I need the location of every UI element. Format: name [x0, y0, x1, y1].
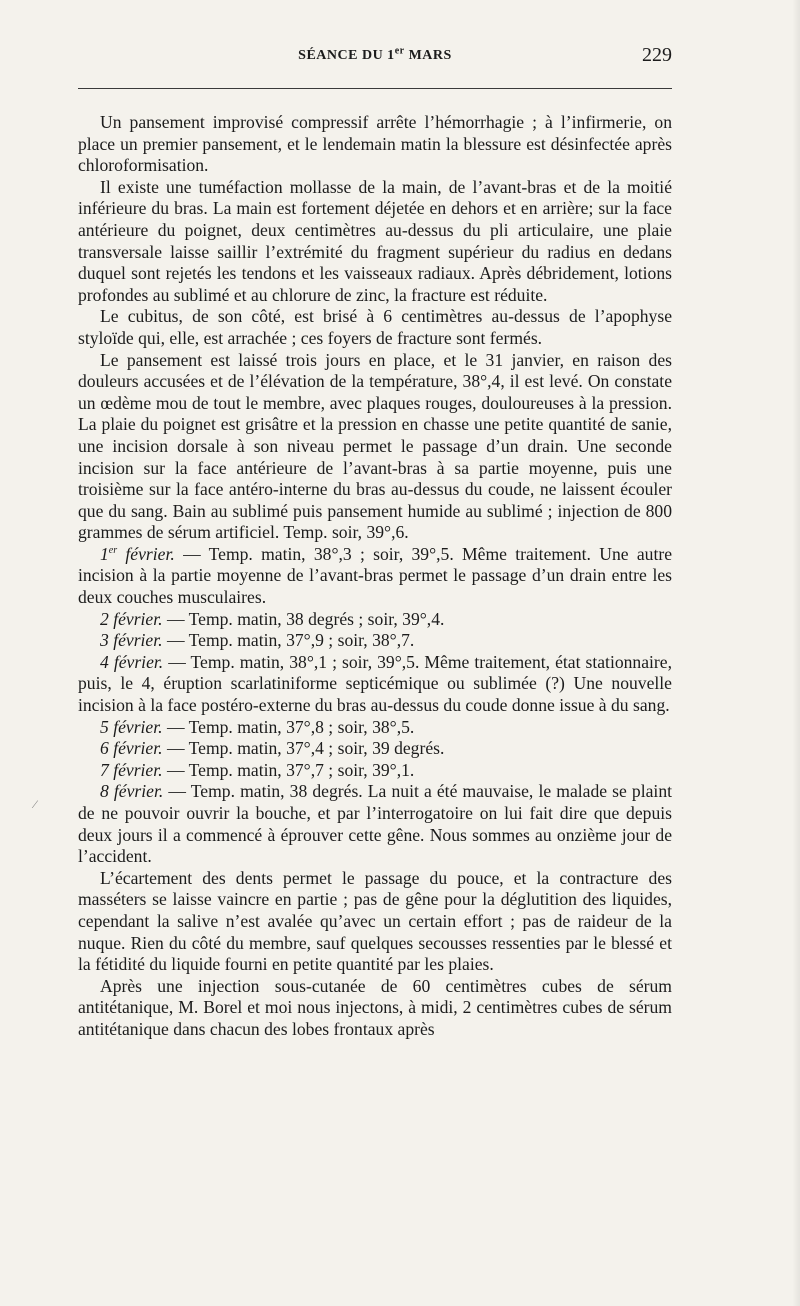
entry-date: 2 février.: [100, 608, 163, 629]
body-text: [78, 112, 672, 1041]
entry-date: [100, 544, 175, 564]
paragraph-text: — Temp. matin, 38 degrés. La nuit a été mauvaise, le malade se plaint de ne pouvoir ouvrir la bouche, et par l’interrogatoire on lui fait dire que depuis deux jours il a commencé à éprouver cette gêne. Nous sommes au onzième jour de l’accident.: [78, 781, 673, 867]
paragraph-text: — Temp. matin, 37°,8 ; soir, 38°,5.: [162, 716, 415, 737]
paragraph: [78, 112, 672, 177]
entry-date: 6 février.: [100, 738, 163, 759]
paragraph-text: — Temp. matin, 37°,7 ; soir, 39°,1.: [162, 759, 415, 780]
paragraph: [78, 868, 672, 976]
paragraph-text: — Temp. matin, 38 degrés ; soir, 39°,4.: [162, 608, 445, 629]
paragraph: [78, 717, 672, 739]
running-title-sup: er: [394, 45, 405, 57]
paragraph: [78, 781, 672, 867]
entry-date-day: 1: [100, 543, 109, 564]
page-edge-shadow: [792, 0, 800, 1306]
paragraph: [78, 609, 672, 631]
entry-date-sup: er: [108, 545, 118, 557]
paragraph: [78, 177, 672, 307]
margin-mark: ⁄: [34, 797, 37, 811]
paragraph-text: Le cubitus, de son côté, est brisé à 6 centimètres au-dessus de l’apophyse styloïde qui, elle, est arrachée ; ces foyers de fracture sont fermés.: [78, 306, 672, 348]
paragraph: [78, 652, 672, 717]
paragraph-text: — Temp. matin, 38°,3 ; soir, 39°,5. Même traitement. Une autre incision à la partie moyenne de l’avant-bras permet le passage d’un drain entre les deux couches musculaires.: [78, 543, 672, 608]
running-title-end: MARS: [404, 48, 452, 63]
paragraph-text: — Temp. matin, 37°,9 ; soir, 38°,7.: [162, 630, 415, 651]
paragraph: [78, 738, 672, 760]
running-title: [78, 45, 672, 64]
entry-date: 3 février.: [100, 630, 163, 651]
paragraph-text: — Temp. matin, 37°,4 ; soir, 39 degrés.: [162, 738, 445, 759]
paragraph-text: Un pansement improvisé compressif arrête l’hémorrhagie ; à l’infirmerie, on place un premier pansement, et le lendemain matin la blessure est désinfectée après chloroformisation.: [78, 112, 672, 176]
paragraph-text: L’écartement des dents permet le passage du pouce, et la contracture des masséters se laisse vaincre en partie ; pas de gêne pour la déglutition des liquides, cependant la salive n’est avalée qu’avec un certain effort ; pas de raideur de la nuque. Rien du côté du membre, sauf quelques secousses ressenties par le blessé et la fétidité du liquide fourni en petite quantité par les plaies.: [78, 867, 672, 975]
paragraph-text: Le pansement est laissé trois jours en place, et le 31 janvier, en raison des douleurs accusées et de l’élévation de la température, 38°,4, il est levé. On constate un œdème mou de tout le membre, avec plaques rouges, douloureuses à la pression. La plaie du poignet est grisâtre et la pression en chasse une petite quantité de sanie, une incision dorsale à son niveau permet le passage d’un drain. Une seconde incision sur la face antérieure de l’avant-bras à sa partie moyenne, puis une troisième sur la face antéro-interne du bras au-dessus du coude, ne laissent écouler que du sang. Bain au sublimé puis pansement humide au sublimé ; injection de 800 grammes de sérum artificiel. Temp. soir, 39°,6.: [78, 349, 672, 543]
paragraph-text: — Temp. matin, 38°,1 ; soir, 39°,5. Même traitement, état stationnaire, puis, le 4, éruption scarlatiniforme septicémique ou sublimée (?) Une nouvelle incision à la face postéro-externe du bras au-dessus du coude donne issue à du sang.: [78, 651, 672, 716]
paragraph: [78, 976, 672, 1041]
paragraph: [78, 306, 672, 349]
running-title-main: SÉANCE DU 1: [298, 48, 395, 63]
paragraph: [78, 630, 672, 652]
entry-date-month: février.: [117, 543, 175, 564]
paragraph: [78, 350, 672, 544]
paragraph-text: Il existe une tuméfaction mollasse de la main, de l’avant-bras et de la moitié inférieure du bras. La main est fortement déjetée en dehors et en arrière; sur la face antérieure du poignet, deux centimètres au-dessus du pli articulaire, une plaie transversale laisse saillir l’extrémité du fragment supérieur du radius en dedans duquel sont rejetés les tendons et les vaisseaux radiaux. Après débridement, lotions profondes au sublimé et au chlorure de zinc, la fracture est réduite.: [78, 176, 672, 305]
paragraph: [78, 544, 672, 609]
paragraph: [78, 760, 672, 782]
paragraph-text: Après une injection sous-cutanée de 60 centimètres cubes de sérum antitétanique, M. Borel et moi nous injectons, à midi, 2 centimètres cubes de sérum antitétanique dans chacun des lobes frontaux après: [78, 975, 672, 1039]
page-header: [78, 44, 672, 70]
entry-date: 5 février.: [100, 716, 163, 737]
header-rule: [78, 88, 672, 89]
entry-date: 8 février.: [100, 781, 164, 802]
entry-date: 7 février.: [100, 759, 163, 780]
entry-date: 4 février.: [100, 651, 164, 672]
page-number: 229: [642, 44, 672, 66]
